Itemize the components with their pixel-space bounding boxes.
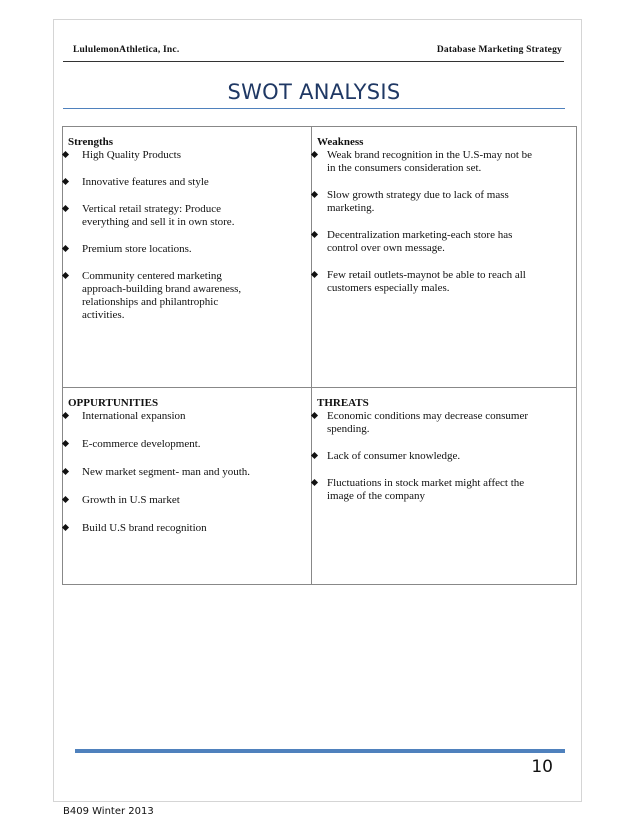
list-item (312, 410, 537, 436)
opportunity-text: International expansion (82, 410, 186, 422)
strength-text: Innovative features and style (82, 176, 209, 188)
list-item (63, 243, 262, 256)
weakness-text: Slow growth strategy due to lack of mass marketing. (327, 189, 509, 214)
opportunities-list (63, 410, 311, 535)
list-item (63, 466, 282, 479)
page-title: SWOT ANALYSIS (227, 80, 401, 104)
strength-text: Premium store locations. (82, 243, 192, 255)
bullet-icon (62, 468, 69, 475)
opportunity-text: Growth in U.S market (82, 494, 180, 506)
threat-text: Fluctuations in stock market might affect the image of the company (327, 477, 525, 502)
opportunity-text: New market segment- man and youth. (82, 466, 251, 478)
strength-text: Community centered marketing approach-building brand awareness, relationships and philantrophic activities. (82, 270, 242, 321)
list-item (63, 410, 282, 423)
bullet-icon (311, 271, 318, 278)
list-item (63, 270, 262, 322)
swot-table (62, 126, 577, 585)
opportunity-text: Build U.S brand recognition (82, 522, 207, 534)
opportunities-heading: OPPURTUNITIES (68, 397, 159, 409)
list-item (63, 149, 262, 162)
bullet-icon (62, 496, 69, 503)
threats-list (312, 410, 576, 503)
bullet-icon (311, 452, 318, 459)
threat-text: Economic conditions may decrease consumer spending. (327, 410, 528, 435)
bullet-icon (311, 412, 318, 419)
strength-text: High Quality Products (82, 149, 181, 161)
threats-heading: THREATS (317, 397, 369, 409)
footer-course: B409 Winter 2013 (63, 806, 154, 817)
bullet-icon (62, 440, 69, 447)
list-item (312, 269, 532, 295)
list-item (312, 477, 537, 503)
weakness-text: Decentralization marketing-each store has control over own message. (327, 229, 513, 254)
bullet-icon (311, 151, 318, 158)
bullet-icon (62, 412, 69, 419)
footer-divider (75, 749, 565, 753)
list-item (63, 494, 282, 507)
weakness-heading: Weakness (317, 136, 364, 148)
running-header (63, 45, 564, 62)
bullet-icon (311, 479, 318, 486)
bullet-icon (62, 178, 69, 185)
list-item (63, 203, 262, 229)
title-block (63, 80, 565, 109)
strengths-list (63, 149, 311, 322)
threats-cell (312, 388, 577, 585)
list-item (312, 229, 532, 255)
bullet-icon (311, 191, 318, 198)
bullet-icon (62, 205, 69, 212)
weakness-list (312, 149, 576, 295)
header-company: LululemonAthletica, Inc. (73, 45, 180, 55)
bullet-icon (62, 524, 69, 531)
page-number: 10 (531, 757, 553, 777)
weakness-text: Few retail outlets-maynot be able to reach all customers especially males. (327, 269, 526, 294)
threat-text: Lack of consumer knowledge. (327, 450, 461, 462)
strengths-cell (63, 127, 312, 388)
opportunities-cell (63, 388, 312, 585)
list-item (312, 189, 532, 215)
bullet-icon (62, 272, 69, 279)
list-item (312, 149, 532, 175)
bullet-icon (62, 151, 69, 158)
list-item (63, 522, 282, 535)
list-item (63, 438, 282, 451)
header-doc-title: Database Marketing Strategy (436, 45, 562, 55)
bullet-icon (311, 231, 318, 238)
weakness-cell (312, 127, 577, 388)
bullet-icon (62, 245, 69, 252)
list-item (63, 176, 262, 189)
strengths-heading: Strengths (68, 136, 114, 148)
strength-text: Vertical retail strategy: Produce everything and sell it in own store. (82, 203, 235, 228)
list-item (312, 450, 537, 463)
weakness-text: Weak brand recognition in the U.S-may not be in the consumers consideration set. (327, 149, 533, 174)
opportunity-text: E-commerce development. (82, 438, 201, 450)
